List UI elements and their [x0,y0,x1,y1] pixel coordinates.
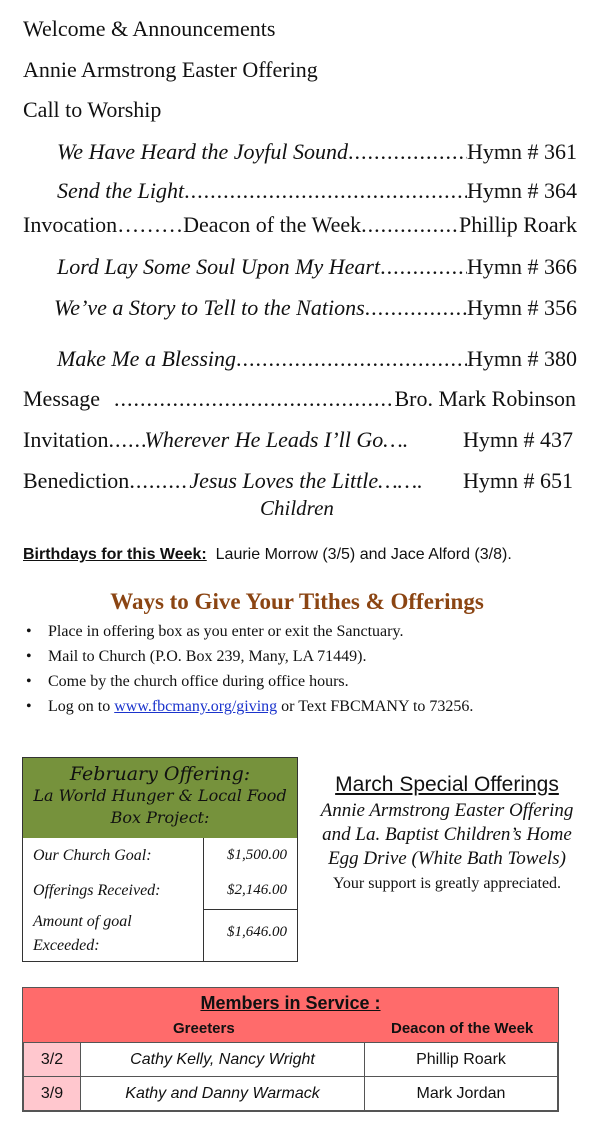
hymn-title: Make Me a Blessing [57,346,236,371]
march-offerings [312,773,582,894]
list-item-text: Place in offering box as you enter or exit the Sanctuary. [48,623,404,640]
members-title: Members in Service : [200,993,381,1013]
invitation-row [23,427,573,453]
welcome-line: Welcome & Announcements [23,16,276,41]
giving-link[interactable]: www.fbcmany.org/giving [114,698,278,715]
hymn-number: Hymn # 380 [467,346,577,371]
invitation-hymn-title: Wherever He Leads I’ll Go…. [144,427,409,452]
february-offering-box [22,757,298,962]
hymn-number: Hymn # 366 [467,254,577,279]
received-value: $2,146.00 [227,882,287,898]
list-item-text: Mail to Church (P.O. Box 239, Many, LA 71449). [48,648,367,665]
greeters-cell: Kathy and Danny Warmack [81,1077,365,1111]
hymn-title: We Have Heard the Joyful Sound [57,139,349,164]
leader-dots [109,427,145,453]
hymn-title: Send the Light [57,178,185,203]
invocation-row [23,212,577,238]
hymn-number: Hymn # 361 [467,139,577,164]
benediction-row [23,468,573,494]
leader-dots [361,212,459,238]
list-item [22,672,562,691]
march-support-note: Your support is greatly appreciated. [332,875,562,892]
leader-dots [380,254,467,280]
birthdays-label: Birthdays for this Week: [23,546,207,563]
list-item-text: or Text FBCMANY to 73256. [277,698,474,715]
hymn-title: We’ve a Story to Tell to the Nations [54,295,365,320]
list-item-text: Come by the church office during office hours. [48,673,349,690]
bullet-icon: • [26,698,32,715]
members-in-service [22,987,559,1112]
message-label: Message [23,386,100,411]
list-item [22,647,562,666]
bullet-icon: • [26,623,32,640]
birthdays-text: Laurie Morrow (3/5) and Jace Alford (3/8). [215,546,512,563]
march-offerings-body: Annie Armstrong Easter Offering and La. Baptist Children’s Home Egg Drive (White Bath Towels) [320,800,574,869]
hymn-number: Hymn # 356 [467,295,577,320]
hymn-number: Hymn # 364 [467,178,577,203]
goal-value: $1,500.00 [227,847,287,863]
benediction-label: Benediction [23,468,130,493]
march-offerings-title: March Special Offerings [335,773,559,796]
table-row [24,1043,558,1077]
leader-dots [365,295,467,321]
date-cell: 3/2 [24,1043,81,1077]
divider [203,909,297,910]
ways-to-give-list [22,622,562,722]
leader-dots [348,139,467,165]
deacon-cell: Mark Jordan [365,1077,558,1111]
leader-dots [184,178,467,204]
february-offering-title: February Offering: [69,763,251,785]
greeters-cell: Cathy Kelly, Nancy Wright [81,1043,365,1077]
benediction-hymn-number: Hymn # 651 [463,468,573,493]
leader-dots [114,386,395,412]
offering-line: Annie Armstrong Easter Offering [23,57,318,82]
bullet-icon: • [26,673,32,690]
exceeded-value: $1,646.00 [227,924,287,940]
benediction-title-continued: Children [260,496,334,520]
leader-dots [129,468,189,494]
members-header [23,988,558,1042]
hymn-row [54,295,577,321]
goal-label: Our Church Goal: [33,847,152,864]
february-offering-project: La World Hunger & Local Food Box Project: [33,786,287,827]
february-offering-header [23,758,297,838]
invitation-hymn-number: Hymn # 437 [463,427,573,452]
deacon-cell: Phillip Roark [365,1043,558,1077]
bullet-icon: • [26,648,32,665]
members-table [23,1042,558,1111]
invocation-label: Invocation………Deacon of the Week [23,212,362,237]
exceeded-label [33,910,132,958]
hymn-row [57,346,577,372]
list-item [22,622,562,641]
list-item [22,697,562,716]
divider [203,838,204,961]
exceeded-label-line1: Amount of goal [33,913,132,930]
hymn-title: Lord Lay Some Soul Upon My Heart [57,254,381,279]
invocation-name: Phillip Roark [459,212,577,237]
benediction-hymn-title: Jesus Loves the Little……. [189,468,423,493]
message-row [23,386,576,412]
ways-to-give-title: Ways to Give Your Tithes & Offerings [110,589,484,614]
date-cell: 3/9 [24,1077,81,1111]
call-to-worship-line: Call to Worship [23,97,162,122]
list-item-text: Log on to [48,698,115,715]
hymn-row [57,254,577,280]
col-greeters: Greeters [173,1020,235,1037]
invitation-label: Invitation [23,427,109,452]
hymn-row [57,178,577,204]
col-deacon: Deacon of the Week [391,1020,534,1037]
exceeded-label-line2: Exceeded: [33,937,100,954]
birthdays-line [23,546,512,564]
table-row [24,1077,558,1111]
message-speaker: Bro. Mark Robinson [394,386,576,411]
received-label: Offerings Received: [33,882,161,899]
hymn-row [57,139,577,165]
leader-dots [236,346,467,372]
